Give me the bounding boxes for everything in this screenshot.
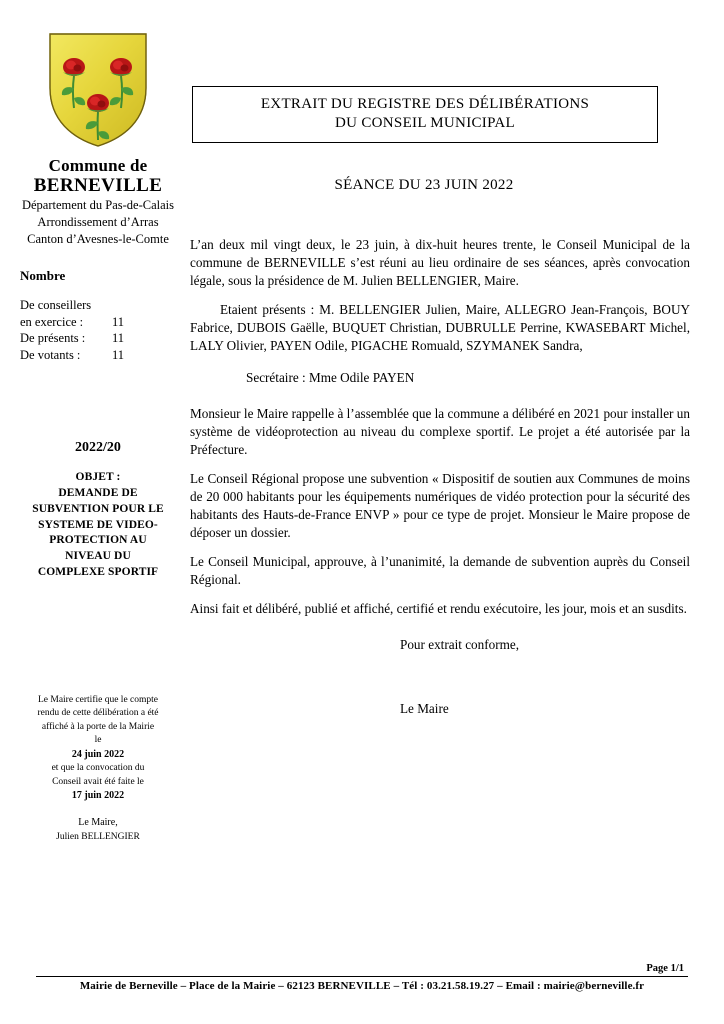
body-paragraph-4: Le Conseil Municipal, approuve, à l’unanimité, la demande de subvention auprès du Conseil Régional. xyxy=(190,553,690,587)
deliberation-subject xyxy=(8,440,188,581)
posting-date: 24 juin 2022 xyxy=(71,748,125,760)
deliberation-body xyxy=(190,236,690,717)
secretary-line: Secrétaire : Mme Odile PAYEN xyxy=(246,370,415,386)
certification-line-5: et que la convocation du xyxy=(51,763,145,774)
attendance-row-presents xyxy=(20,330,186,347)
certification-signature-name: Julien BELLENGIER xyxy=(56,831,140,842)
footer-divider xyxy=(36,976,688,977)
main-column xyxy=(190,28,690,717)
attendance-value: 11 xyxy=(112,331,125,345)
subject-line-6: COMPLEXE SPORTIF xyxy=(37,566,159,579)
arrondissement-label: Arrondissement d’Arras xyxy=(37,215,159,230)
departement-label: Département du Pas-de-Calais xyxy=(21,198,175,213)
commune-name: BERNEVILLE xyxy=(33,175,163,197)
attendance-label: en exercice : xyxy=(20,314,84,329)
attendance-row-votants xyxy=(20,347,186,364)
subject-line-5: NIVEAU DU xyxy=(65,550,131,563)
certification-line-1: Le Maire certifie que le compte xyxy=(37,695,158,705)
subject-line-4: PROTECTION AU xyxy=(49,534,147,547)
certification-line-3: affiché à la porte de la Mairie xyxy=(41,721,155,732)
posting-certification xyxy=(12,694,184,844)
attendance-label: De présents : xyxy=(20,331,86,345)
deliberation-reference: 2022/20 xyxy=(75,440,121,455)
attendance-heading: Nombre xyxy=(20,268,66,283)
attendance-lead: De conseillers xyxy=(20,298,92,312)
document-title-line-1: EXTRAIT DU REGISTRE DES DÉLIBÉRATIONS xyxy=(260,96,590,112)
commune-label: Commune de xyxy=(48,156,148,175)
pour-extrait-conforme: Pour extrait conforme, xyxy=(400,636,520,652)
subject-line-2: SUBVENTION POUR LE xyxy=(32,502,164,515)
canton-label: Canton d’Avesnes-le-Comte xyxy=(27,232,169,247)
certification-line-2: rendu de cette délibération a été xyxy=(37,708,159,719)
attendance-row-en-exercice xyxy=(20,314,186,331)
attendance-summary xyxy=(20,268,186,363)
attendance-label: De votants : xyxy=(20,347,81,362)
subject-line-1: DEMANDE DE xyxy=(58,486,138,499)
attendance-value: 11 xyxy=(112,314,125,329)
subject-label: OBJET : xyxy=(75,471,121,483)
page-number: Page 1/1 xyxy=(646,963,684,974)
certification-line-6: Conseil avait été faite le xyxy=(52,776,144,787)
attendance-value: 11 xyxy=(112,347,125,362)
subject-line-3: SYSTEME DE VIDEO- xyxy=(38,518,158,531)
session-date: SÉANCE DU 23 JUIN 2022 xyxy=(334,177,514,194)
document-title-line-2: DU CONSEIL MUNICIPAL xyxy=(335,115,515,132)
letterhead-column xyxy=(8,28,188,247)
certification-signature-label: Le Maire, xyxy=(78,817,118,829)
body-paragraph-3: Le Conseil Régional propose une subvention « Dispositif de soutien aux Communes de moins de 20 000 habitants pour les équipements numériques de vidéo protection pour la sécurité des habitants des Hauts-de-France ENVP » pour ce type de projet. Monsieur le Maire propose de déposer un dossier. xyxy=(190,470,690,540)
body-paragraph-2: Monsieur le Maire rappelle à l’assemblée que la commune a délibéré en 2021 pour installer un système de vidéoprotection au niveau du complexe sportif. Le projet a été autorisée par la Préfecture. xyxy=(190,406,690,457)
certification-line-4: le xyxy=(94,735,102,746)
body-paragraph-5: Ainsi fait et délibéré, publié et affiché, certifié et rendu exécutoire, les jour, mois et an susdits. xyxy=(190,600,687,616)
coat-of-arms-icon xyxy=(44,28,152,150)
body-paragraph-opening: L’an deux mil vingt deux, le 23 juin, à dix-huit heures trente, le Conseil Municipal de la commune de BERNEVILLE s’est réuni au lieu ordinaire de ses séances, après convocation légale, sous la présidence de M. Julien BELLENGIER, Maire. xyxy=(190,237,690,289)
body-paragraph-attendees: Etaient présents : M. BELLENGIER Julien, Maire, ALLEGRO Jean-François, BOUY Fabrice, DUBOIS Gaëlle, BUQUET Christian, DUBRULLE Perrine, KWASEBART Michel, LALY Olivier, PAYEN Odile, PIGACHE Romuald, SZYMANEK Sandra, xyxy=(190,302,690,354)
document-title-box xyxy=(192,86,658,143)
mayor-signature-label: Le Maire xyxy=(400,700,449,716)
footer-address: Mairie de Berneville – Place de la Mairie – 62123 BERNEVILLE – Tél : 03.21.58.19.27 – Email : mairie@berneville.fr xyxy=(79,980,645,992)
page-footer xyxy=(36,963,688,992)
convocation-date: 17 juin 2022 xyxy=(71,790,125,802)
